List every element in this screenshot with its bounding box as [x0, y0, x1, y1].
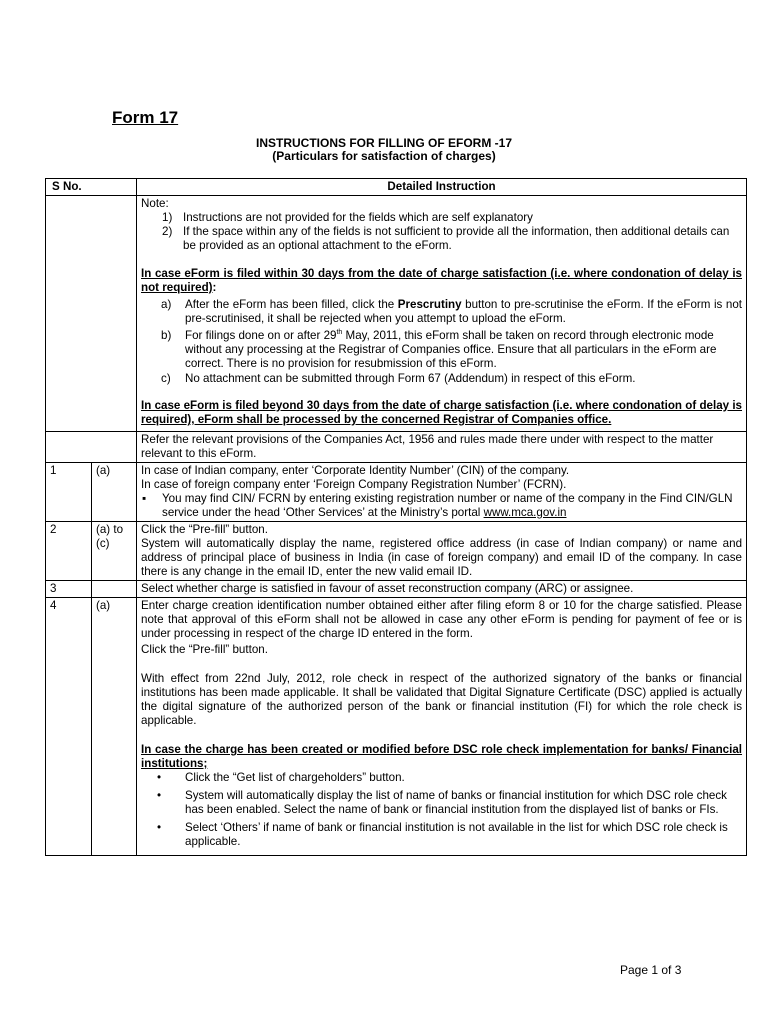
section2-heading: In case eForm is filed beyond 30 days from the date of charge satisfaction (i.e. where condonation of delay is required), eForm shall be processed by the concerned Registrar of Companies office. — [141, 399, 743, 426]
table-row — [46, 432, 747, 463]
instructions-subheading: (Particulars for satisfaction of charges) — [272, 149, 496, 163]
list-item: • Select ‘Others’ if name of bank or financial institution is not available in the list for which DSC role check is applicable. — [157, 821, 728, 848]
page-number: Page 1 of 3 — [620, 963, 682, 977]
form-title: Form 17 — [112, 108, 179, 127]
table-row — [46, 581, 747, 598]
list-item: • System will automatically display the list of name of banks or financial institution for which DSC role check has been enabled. Select the name of bank or financial institution from the displayed list of banks or FIs. — [157, 789, 727, 816]
table-header-row — [46, 179, 747, 196]
row-number: 4 — [46, 598, 92, 856]
table-row — [46, 522, 747, 581]
refer-cell: Refer the relevant provisions of the Companies Act, 1956 and rules made there under with respect to the matter relevant to this eForm. — [137, 432, 747, 463]
row-field: (a) — [92, 463, 137, 522]
table-row — [46, 463, 747, 522]
notes-list — [162, 211, 742, 253]
row-number: 2 — [46, 522, 92, 581]
list-item: c) No attachment can be submitted through Form 67 (Addendum) in respect of this eForm. — [161, 372, 636, 385]
row-field: (a) — [92, 598, 137, 856]
row-instruction: Click the “Pre-fill” button. System will automatically display the name, registered office address (in case of Indian company) or name and address of principal place of business in India (in case of foreign company) and email ID of the company. In case there is any change in the email ID, enter the new valid email ID. — [137, 522, 747, 581]
detail-header: Detailed Instruction — [137, 179, 747, 196]
sno-header: S No. — [46, 179, 137, 196]
list-item: a) After the eForm has been filled, click the Prescrutiny button to pre-scrutinise the eForm. If the eForm is not pre-scrutinised, it shall be rejected when you attempt to upload the eForm. — [161, 298, 743, 325]
row-field: (a) to (c) — [92, 522, 137, 581]
list-item: 2) If the space within any of the fields is not sufficient to provide all the information, then additional details can be provided as an optional attachment to the eForm. — [162, 225, 730, 252]
row-instruction: Select whether charge is satisfied in favour of asset reconstruction company (ARC) or assignee. — [137, 581, 747, 598]
row-number: 1 — [46, 463, 92, 522]
list-item: b) For filings done on or after 29th May, 2011, this eForm shall be taken on record through electronic mode without any processing at the Registrar of Companies office. Ensure that all particulars in the eForm are correct. There is no provision for resubmission of this eForm. — [161, 329, 717, 370]
list-item: • Click the “Get list of chargeholders” button. — [157, 771, 405, 784]
row-instruction: Enter charge creation identification number obtained either after filing eform 8 or 10 for the charge satisfied. Please note that approval of this eForm shall not be allowed in case any other eForm is pending for payment of fee or is under processing in respect of the charge ID entered in the form. Click the “Pre-fill” button. With effect from 22nd July, 2012, role check in respect of the authorized signatory of the banks or financial institutions has been made applicable. It shall be validated that Digital Signature Certificate (DSC) applied is actually the digital signature of the authorized person of the bank or financial institution (FI) for which the role check is applicable. In case the charge has been created or modified before DSC role check implementation for banks/ Financial institutions; • Click the “Get list of chargeholders” button. • System will automatically display the list of name of banks or financial institution for which DSC role check has been enabled. Select the name of bank or financial institution from the displayed list of banks or FIs. • Select ‘Others’ if name of bank or financial institution is not available in the list for which DSC role check is applicable. — [137, 598, 747, 856]
row-number: 3 — [46, 581, 92, 598]
list-item: 1) Instructions are not provided for the fields which are self explanatory — [162, 211, 533, 224]
section1-list — [161, 298, 742, 386]
instructions-heading: INSTRUCTIONS FOR FILLING OF EFORM -17 — [256, 136, 512, 150]
intro-cell — [137, 196, 747, 432]
note-label: Note: — [141, 197, 169, 210]
chargeholder-list — [157, 771, 742, 849]
instructions-table — [45, 178, 747, 856]
mca-portal-link[interactable]: www.mca.gov.in — [483, 506, 567, 519]
list-item: ▪ You may find CIN/ FCRN by entering existing registration number or name of the company in the Find CIN/GLN service under the head ‘Other Services’ at the Ministry’s portal www.mca.gov.in — [142, 492, 733, 519]
row-field — [92, 581, 137, 598]
row-instruction: In case of Indian company, enter ‘Corporate Identity Number’ (CIN) of the company. In case of foreign company enter ‘Foreign Company Registration Number’ (FCRN). ▪ You may find CIN/ FCRN by entering existing registration number or name of the company in the Find CIN/GLN service under the head ‘Other Services’ at the Ministry’s portal www.mca.gov.in — [137, 463, 747, 522]
section1-heading: In case eForm is filed within 30 days from the date of charge satisfaction (i.e. where condonation of delay is not required): — [141, 267, 743, 294]
table-row — [46, 196, 747, 432]
table-row — [46, 598, 747, 856]
